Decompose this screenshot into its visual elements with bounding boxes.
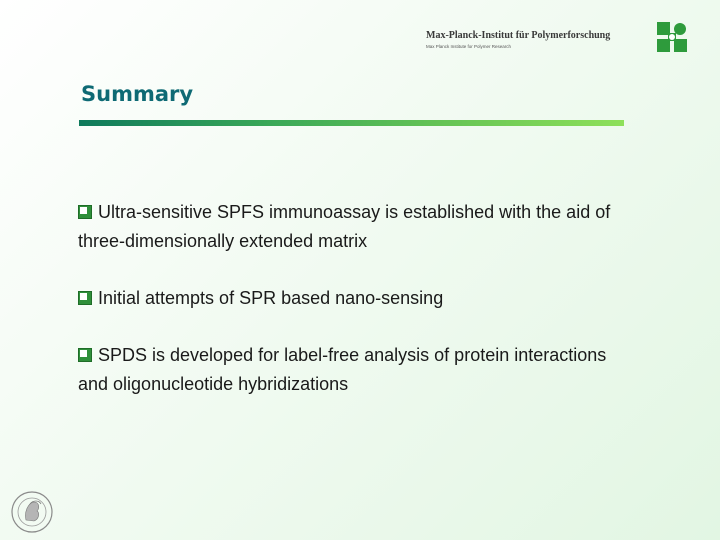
slide-title: Summary — [81, 82, 194, 106]
bullet-item — [78, 341, 638, 399]
bullet-text: SPDS is developed for label-free analysis of protein interactions and oligonucleotide hybridizations — [78, 345, 607, 394]
mpi-puzzle-logo-icon — [655, 20, 689, 54]
checkbox-bullet-icon — [78, 291, 92, 305]
institute-name: Max-Planck-Institut für Polymerforschung — [426, 30, 611, 41]
bullet-item — [78, 198, 638, 256]
minerva-seal-icon — [6, 488, 58, 536]
checkbox-bullet-icon — [78, 205, 92, 219]
checkbox-bullet-icon — [78, 348, 92, 362]
title-divider — [79, 120, 624, 126]
institute-subtitle: Max Planck Institute for Polymer Research — [426, 44, 512, 49]
bullet-list — [78, 198, 638, 399]
bullet-item — [78, 284, 638, 313]
bullet-text: Ultra-sensitive SPFS immunoassay is established with the aid of three-dimensionally extended matrix — [78, 202, 611, 251]
bullet-text: Initial attempts of SPR based nano-sensing — [98, 288, 444, 308]
